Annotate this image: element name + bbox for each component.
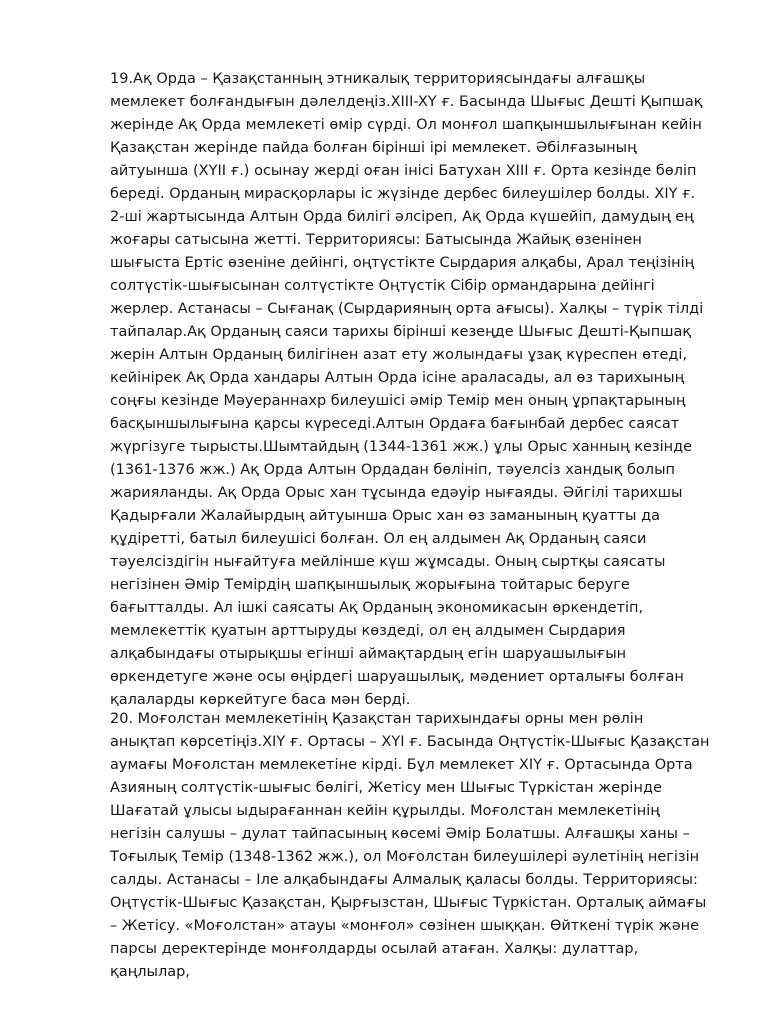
paragraph-20-mogolstan: 20. Моғолстан мемлекетінің Қазақстан тарихындағы орны мен рөлін анықтап көрсетіңіз.XIY ғ. Ортасы – XYI ғ. Басында Оңтүстік-Шығыс Қазақстан аумағы Моғолстан мемлекетіне кірді. Бұл мемлекет XIY ғ. Ортасында Орта Азияның солтүстік-шығыс бөлігі, Жетісу мен Шығыс Түркістан жерінде Шағатай ұлысы ыдырағаннан кейін құрылды. Моғолстан мемлекетінің негізін салушы – дулат тайпасының көсемі Әмір Болатшы. Алғашқы ханы – Тоғылық Темір (1348-1362 жж.), ол Моғолстан билеушілері әулетінің негізін салды. Астанасы – Іле алқабындағы Алмалық қаласы болды. Территориясы: Оңтүстік-Шығыс Қазақстан, Қырғызстан, Шығыс Түркістан. Орталық аймағы – Жетісу. «Моғолстан» атауы «монғол» сөзінен шыққан. Өйткені түрік және парсы деректерінде монғолдарды осылай атаған. Халқы: дулаттар, қаңлылар, — [110, 711, 710, 980]
paragraph-19-ak-orda: 19.Ақ Орда – Қазақстанның этникалық территориясындағы алғашқы мемлекет болғандығын дәлелдеңіз.XIII-XY ғ. Басында Шығыс Дешті Қыпшақ жерінде Ақ Орда мемлекеті өмір сүрді. Ол монғол шапқыншылығынан кейін Қазақстан жерінде пайда болған бірінші ірі мемлекет. Әбілғазының айтуынша (XYII ғ.) осынау жерді оған інісі Батухан XIII ғ. Орта кезінде бөліп береді. Орданың мирасқорлары іс жүзінде дербес билеушілер болды. XIY ғ. 2-ші жартысында Алтын Орда билігі әлсіреп, Ақ Орда күшейіп, дамудың ең жоғары сатысына жетті. Территориясы: Батысында Жайық өзенінен шығыста Ертіс өзеніне дейінгі, оңтүстікте Сырдария алқабы, Арал теңізінің солтүстік-шығысынан солтүстікте Оңтүстік Сібір ормандарына дейінгі жерлер. Астанасы – Сығанақ (Сырдарияның орта ағысы). Халқы – түрік тілді тайпалар.Ақ Орданың саяси тарихы бірінші кезеңде Шығыс Дешті-Қыпшақ жерін Алтын Орданың билігінен азат ету жолындағы ұзақ күреспен өтеді, кейінірек Ақ Орда хандары Алтын Орда ісіне араласады, ал өз тарихының соңғы кезінде Мәуераннахр билеушісі әмір Темір мен оның ұрпақтарының басқыншылығына қарсы күреседі.Алтын Ордаға бағынбай дербес саясат жүргізуге тырысты.Шымтайдың (1344-1361 жж.) ұлы Орыс ханның кезінде (1361-1376 жж.) Ақ Орда Алтын Ордадан бөлініп, тәуелсіз хандық болып жарияланды. Ақ Орда Орыс хан тұсында едәуір нығаяды. Әйгілі тарихшы Қадырғали Жалайырдың айтуынша Орыс хан өз заманының қуатты да құдіретті, батыл билеушісі болған. Ол ең алдымен Ақ Орданың саяси тәуелсіздігін нығайтуға мейлінше күш жұмсады. Оның сыртқы саясаты негізінен Әмір Темірдің шапқыншылық жорығына тойтарыс беруге бағытталды. Ал ішкі саясаты Ақ Орданың экономикасын өркендетіп, мемлекеттік қуатын арттыруды көздеді, ол ең алдымен Сырдария алқабындағы отырықшы егінші аймақтардың егін шаруашылығын өркендетуге және осы өңірдегі шаруашылық, мәдениет орталығы болған қалаларды көркейтуге баса мән берді. — [110, 71, 704, 708]
